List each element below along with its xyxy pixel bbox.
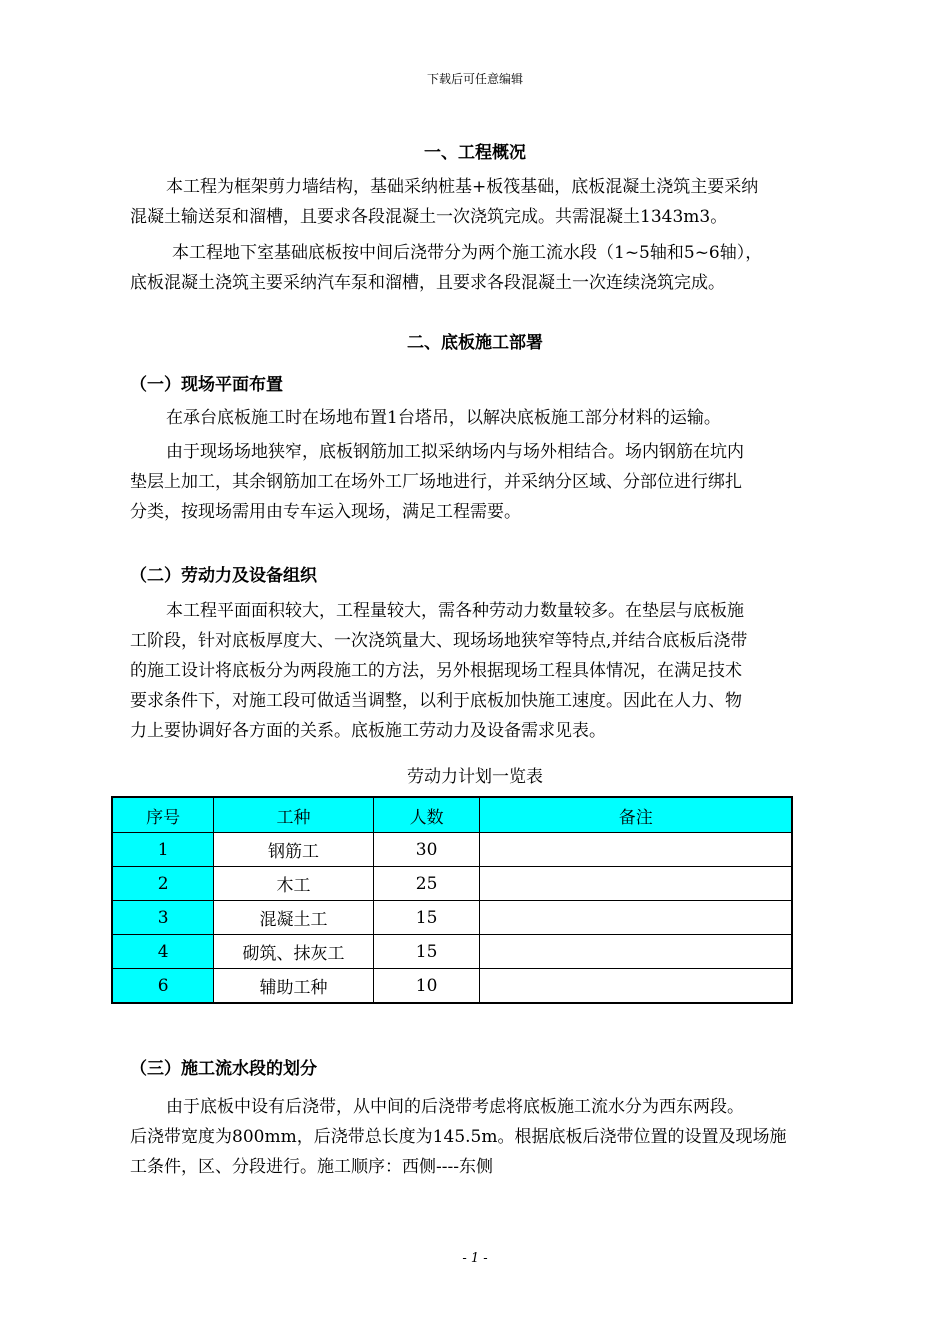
text-line: 本工程为框架剪力墙结构，基础采纳桩基+板筏基础，底板混凝土浇筑主要采纳 — [166, 177, 759, 197]
overview-paragraph-1 — [130, 172, 830, 232]
text-line: 工条件，区、分段进行。施工顺序：西侧----东侧 — [130, 1157, 493, 1177]
header-cell-index: 序号 — [112, 797, 214, 833]
header-cell-remarks: 备注 — [480, 797, 792, 833]
cell-index: 2 — [112, 867, 214, 901]
text-line: 由于底板中设有后浇带，从中间的后浇带考虑将底板施工流水分为西东两段。 — [166, 1097, 744, 1117]
text-line: 底板混凝土浇筑主要采纳汽车泵和溜槽，且要求各段混凝土一次连续浇筑完成。 — [130, 273, 725, 293]
table-row — [112, 935, 792, 969]
cell-trade: 砌筑、抹灰工 — [214, 935, 374, 969]
cell-count: 15 — [373, 935, 480, 969]
text-line: 要求条件下，对施工段可做适当调整，以利于底板加快施工速度。因此在人力、物 — [130, 691, 742, 711]
cell-trade: 混凝土工 — [214, 901, 374, 935]
cell-index: 4 — [112, 935, 214, 969]
subsection-title-labor: （二）劳动力及设备组织 — [130, 566, 317, 586]
cell-index: 3 — [112, 901, 214, 935]
text-line: 的施工设计将底板分为两段施工的方法，另外根据现场工程具体情况，在满足技术 — [130, 661, 742, 681]
header-cell-trade: 工种 — [214, 797, 374, 833]
table-row — [112, 969, 792, 1004]
cell-count: 30 — [373, 833, 480, 867]
cell-remarks — [480, 901, 792, 935]
text-line: 垫层上加工，其余钢筋加工在场外工厂场地进行，并采纳分区域、分部位进行绑扎 — [130, 472, 742, 492]
cell-remarks — [480, 969, 792, 1004]
text-line: 本工程地下室基础底板按中间后浇带分为两个施工流水段（1~5轴和5~6轴）， — [172, 243, 763, 263]
section-title-overview: 一、工程概况 — [424, 143, 526, 163]
labor-plan-table — [111, 796, 793, 1004]
cell-remarks — [480, 867, 792, 901]
text-line: 分类，按现场需用由专车运入现场，满足工程需要。 — [130, 502, 521, 522]
text-line: 在承台底板施工时在场地布置1台塔吊，以解决底板施工部分材料的运输。 — [166, 408, 721, 428]
site-layout-paragraph-2 — [130, 437, 830, 527]
table-row — [112, 901, 792, 935]
cell-trade: 辅助工种 — [214, 969, 374, 1004]
subsection-title-flow-sections: （三）施工流水段的划分 — [130, 1059, 317, 1079]
cell-trade: 木工 — [214, 867, 374, 901]
table-row — [112, 867, 792, 901]
text-line: 混凝土输送泵和溜槽，且要求各段混凝土一次浇筑完成。共需混凝土1343m3。 — [130, 207, 728, 227]
cell-count: 25 — [373, 867, 480, 901]
table-header-row — [112, 797, 792, 833]
text-line: 本工程平面面积较大，工程量较大，需各种劳动力数量较多。在垫层与底板施 — [166, 601, 744, 621]
cell-trade: 钢筋工 — [214, 833, 374, 867]
labor-paragraph — [130, 596, 830, 746]
page-number: - 1 - — [462, 1251, 488, 1266]
cell-remarks — [480, 935, 792, 969]
flow-sections-paragraph — [130, 1092, 830, 1182]
section-title-deployment: 二、底板施工部署 — [407, 333, 543, 353]
cell-remarks — [480, 833, 792, 867]
cell-count: 10 — [373, 969, 480, 1004]
text-line: 后浇带宽度为800mm，后浇带总长度为145.5m。根据底板后浇带位置的设置及现场施 — [130, 1127, 787, 1147]
header-note: 下载后可任意编辑 — [426, 72, 523, 86]
cell-index: 6 — [112, 969, 214, 1004]
header-cell-count: 人数 — [373, 797, 480, 833]
overview-paragraph-2 — [130, 238, 830, 298]
cell-index: 1 — [112, 833, 214, 867]
subsection-title-site-layout: （一）现场平面布置 — [130, 375, 283, 395]
table-caption: 劳动力计划一览表 — [407, 767, 543, 787]
site-layout-paragraph-1 — [130, 403, 830, 433]
text-line: 工阶段，针对底板厚度大、一次浇筑量大、现场场地狭窄等特点,并结合底板后浇带 — [130, 631, 748, 651]
text-line: 力上要协调好各方面的关系。底板施工劳动力及设备需求见表。 — [130, 721, 606, 741]
text-line: 由于现场场地狭窄，底板钢筋加工拟采纳场内与场外相结合。场内钢筋在坑内 — [166, 442, 744, 462]
table-row — [112, 833, 792, 867]
cell-count: 15 — [373, 901, 480, 935]
